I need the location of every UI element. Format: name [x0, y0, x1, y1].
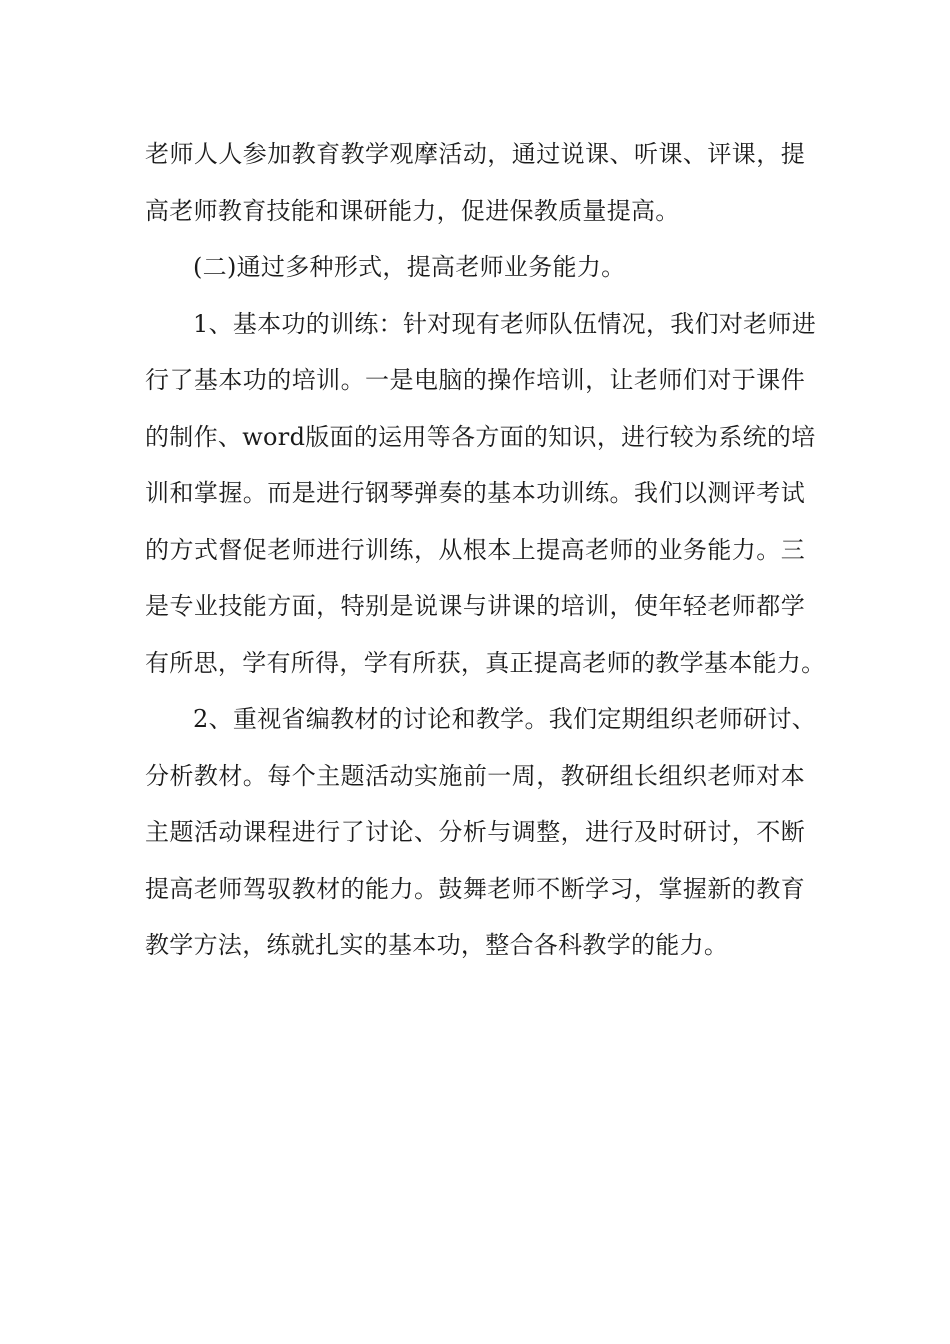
text-line: 提高老师驾驭教材的能力。鼓舞老师不断学习，掌握新的教育 [145, 874, 805, 903]
text-line: 的制作、word版面的运用等各方面的知识，进行较为系统的培 [145, 422, 816, 451]
text-line: 有所思，学有所得，学有所获，真正提高老师的教学基本能力。 [145, 648, 826, 677]
text-line: 分析教材。每个主题活动实施前一周，教研组长组织老师对本 [145, 761, 805, 790]
text-line: 老师人人参加教育教学观摩活动，通过说课、听课、评课，提 [145, 140, 805, 168]
text-line: 2、重视省编教材的讨论和教学。我们定期组织老师研讨、 [193, 705, 817, 733]
text-line: 是专业技能方面，特别是说课与讲课的培训，使年轻老师都学 [145, 592, 805, 620]
text-line: 的方式督促老师进行训练，从根本上提高老师的业务能力。三 [145, 535, 805, 564]
body-text [145, 126, 826, 974]
text-line: 教学方法，练就扎实的基本功，整合各科教学的能力。 [145, 931, 729, 959]
text-line: 1、基本功的训练：针对现有老师队伍情况，我们对老师进 [193, 309, 817, 338]
text-line: 行了基本功的培训。一是电脑的操作培训，让老师们对于课件 [145, 366, 805, 394]
text-line: 高老师教育技能和课研能力，促进保教质量提高。 [145, 196, 680, 225]
section-heading: (二)通过多种形式，提高老师业务能力。 [193, 253, 626, 281]
text-line: 主题活动课程进行了讨论、分析与调整，进行及时研讨，不断 [145, 818, 805, 846]
text-line: 训和掌握。而是进行钢琴弹奏的基本功训练。我们以测评考试 [145, 479, 805, 507]
